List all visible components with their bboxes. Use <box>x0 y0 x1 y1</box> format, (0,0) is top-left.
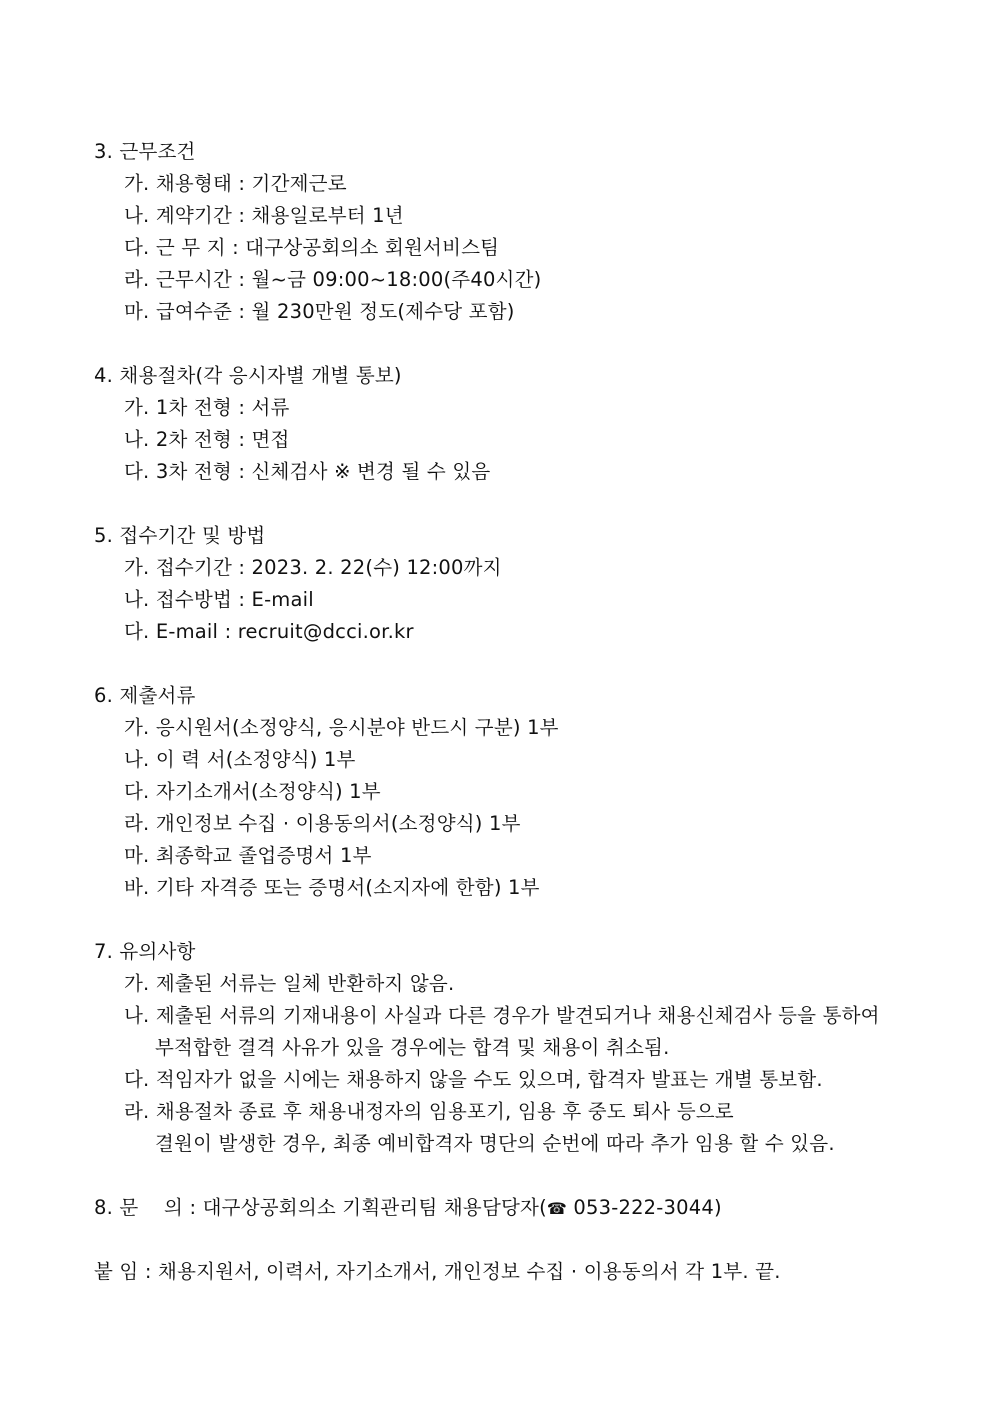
workplace: 다. 근 무 지 : 대구상공회의소 회원서비스팀 <box>124 236 500 259</box>
application-method: 나. 접수방법 : E-mail <box>124 588 314 611</box>
screening-stage-3: 다. 3차 전형 : 신체검사 ※ 변경 될 수 있음 <box>124 460 491 483</box>
document-item: 가. 응시원서(소정양식, 응시분야 반드시 구분) 1부 <box>124 716 559 739</box>
salary-level: 마. 급여수준 : 월 230만원 정도(제수당 포함) <box>124 300 515 323</box>
document-item: 라. 개인정보 수집 · 이용동의서(소정양식) 1부 <box>124 812 521 835</box>
employment-type: 가. 채용형태 : 기간제근로 <box>124 172 347 195</box>
section-5-heading: 5. 접수기간 및 방법 <box>94 524 266 547</box>
document-item: 다. 자기소개서(소정양식) 1부 <box>124 780 381 803</box>
working-hours: 라. 근무시간 : 월~금 09:00~18:00(주40시간) <box>124 268 542 291</box>
section-6-heading: 6. 제출서류 <box>94 684 196 707</box>
screening-stage-1: 가. 1차 전형 : 서류 <box>124 396 290 419</box>
notice-item: 가. 제출된 서류는 일체 반환하지 않음. <box>124 972 455 995</box>
section-4-heading: 4. 채용절차(각 응시자별 개별 통보) <box>94 364 402 387</box>
document-item: 나. 이 력 서(소정양식) 1부 <box>124 748 356 771</box>
contract-period: 나. 계약기간 : 채용일로부터 1년 <box>124 204 404 227</box>
application-email: 다. E-mail : recruit@dcci.or.kr <box>124 620 414 643</box>
notice-item: 다. 적임자가 없을 시에는 채용하지 않을 수도 있으며, 합격자 발표는 개별 통보함. <box>124 1068 823 1091</box>
telephone-icon: ☎ <box>546 1199 568 1218</box>
document-item: 바. 기타 자격증 또는 증명서(소지자에 한함) 1부 <box>124 876 540 899</box>
attachment-line: 붙 임 : 채용지원서, 이력서, 자기소개서, 개인정보 수집 · 이용동의서 각 1부. 끝. <box>94 1260 781 1283</box>
application-period: 가. 접수기간 : 2023. 2. 22(수) 12:00까지 <box>124 556 502 579</box>
contact-label: 8. 문 의 : 대구상공회의소 기획관리팀 채용담당자( <box>94 1196 547 1219</box>
notice-item: 나. 제출된 서류의 기재내용이 사실과 다른 경우가 발견되거나 채용신체검사 등을 통하여 <box>124 1004 880 1027</box>
contact-phone: 053-222-3044) <box>567 1196 722 1219</box>
notice-item-continuation: 결원이 발생한 경우, 최종 예비합격자 명단의 순번에 따라 추가 임용 할 수 있음. <box>155 1132 835 1155</box>
contact-line <box>94 1196 722 1221</box>
notice-item: 라. 채용절차 종료 후 채용내정자의 임용포기, 임용 후 중도 퇴사 등으로 <box>124 1100 734 1123</box>
section-3-heading: 3. 근무조건 <box>94 140 196 163</box>
section-7-heading: 7. 유의사항 <box>94 940 196 963</box>
screening-stage-2: 나. 2차 전형 : 면접 <box>124 428 290 451</box>
notice-item-continuation: 부적합한 결격 사유가 있을 경우에는 합격 및 채용이 취소됨. <box>155 1036 670 1059</box>
document-item: 마. 최종학교 졸업증명서 1부 <box>124 844 372 867</box>
